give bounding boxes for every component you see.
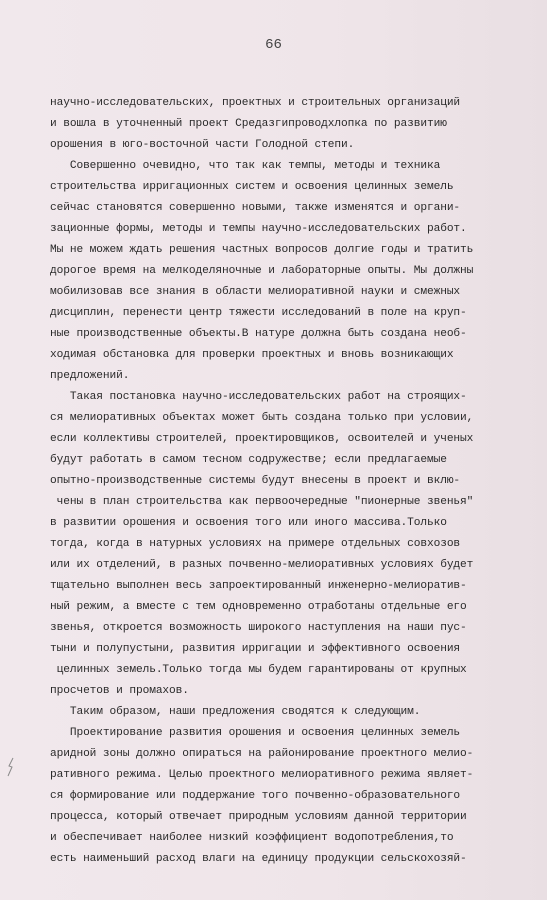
text-line: ный режим, а вместе с тем одновременно отработаны отдельные его	[50, 601, 467, 613]
text-line: тогда, когда в натурных условиях на примере отдельных совхозов	[50, 538, 461, 550]
page-number: 66	[265, 37, 282, 53]
text-line: чены в план строительства как первоочередные "пионерные звенья"	[50, 496, 474, 508]
text-line: мобилизовав все знания в области мелиоративной науки и смежных	[50, 286, 461, 298]
text-line: Проектирование развития орошения и освоения целинных земель	[50, 727, 461, 739]
text-line: ся мелиоративных объектах может быть создана только при условии,	[50, 412, 474, 424]
text-line: аридной зоны должно опираться на районирование проектного мелио-	[50, 748, 474, 760]
text-line: Совершенно очевидно, что так как темпы, методы и техника	[50, 160, 441, 172]
text-line: научно-исследовательских, проектных и строительных организаций	[50, 97, 461, 109]
text-line: зационные формы, методы и темпы научно-исследовательских работ.	[50, 223, 467, 235]
text-line: сейчас становятся совершенно новыми, также изменятся и органи-	[50, 202, 461, 214]
text-line: орошения в юго-восточной части Голодной степи.	[50, 139, 355, 151]
text-line: предложений.	[50, 370, 130, 382]
text-line: и вошла в уточненный проект Средазгипроводхлопка по развитию	[50, 118, 447, 130]
text-line: Такая постановка научно-исследовательских работ на строящих-	[50, 391, 467, 403]
text-line: Таким образом, наши предложения сводятся к следующим.	[50, 706, 421, 718]
text-line: целинных земель.Только тогда мы будем гарантированы от крупных	[50, 664, 467, 676]
text-line: тщательно выполнен весь запроектированный инженерно-мелиоратив-	[50, 580, 467, 592]
text-line: ративного режима. Целью проектного мелиоративного режима являет-	[50, 769, 474, 781]
body-text	[50, 93, 542, 893]
text-line: дорогое время на мелкоделяночные и лабораторные опыты. Мы должны	[50, 265, 474, 277]
text-line: или их отделений, в разных почвенно-мелиоративных условиях будет	[50, 559, 474, 571]
text-line: Мы не можем ждать решения частных вопросов долгие годы и тратить	[50, 244, 474, 256]
text-line: есть наименьший расход влаги на единицу продукции сельскохозяй-	[50, 853, 467, 865]
text-line: звенья, откроется возможность широкого наступления на наши пус-	[50, 622, 467, 634]
text-line: процесса, который отвечает природным условиям данной территории	[50, 811, 467, 823]
text-line: в развитии орошения и освоения того или иного массива.Только	[50, 517, 447, 529]
text-line: опытно-производственные системы будут внесены в проект и вклю-	[50, 475, 461, 487]
text-line: ся формирование или поддержание того почвенно-образовательного	[50, 790, 461, 802]
text-line: ные производственные объекты.В натуре должна быть создана необ-	[50, 328, 467, 340]
text-line: дисциплин, перенести центр тяжести исследований в поле на круп-	[50, 307, 467, 319]
text-line: если коллективы строителей, проектировщиков, освоителей и ученых	[50, 433, 474, 445]
text-line: строительства ирригационных систем и освоения целинных земель	[50, 181, 454, 193]
pencil-margin-mark	[6, 756, 16, 778]
text-line: будут работать в самом тесном содружестве; если предлагаемые	[50, 454, 447, 466]
text-line: тыни и полупустыни, развития ирригации и эффективного освоения	[50, 643, 461, 655]
text-line: и обеспечивает наиболее низкий коэффициент водопотребления,то	[50, 832, 454, 844]
text-line: просчетов и промахов.	[50, 685, 189, 697]
text-line: ходимая обстановка для проверки проектных и вновь возникающих	[50, 349, 454, 361]
